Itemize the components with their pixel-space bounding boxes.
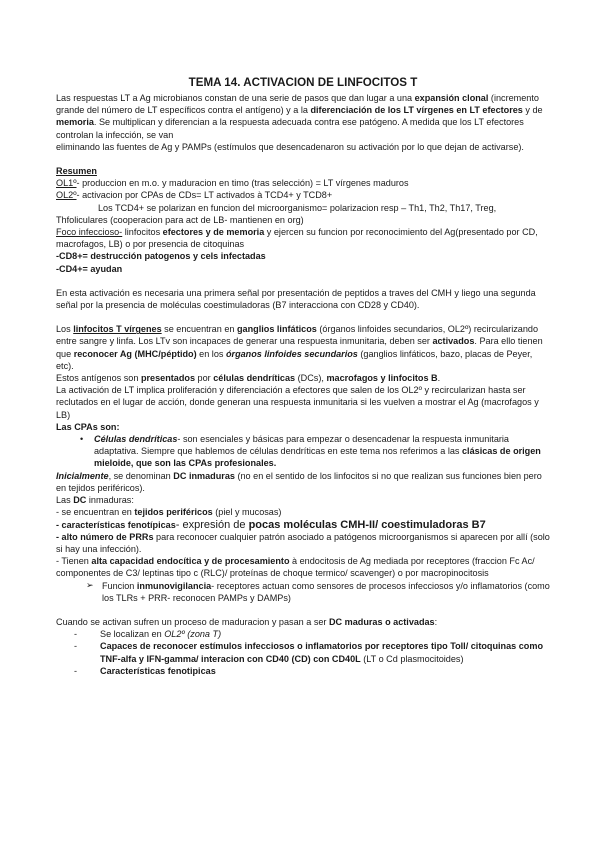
- activacion-paragraph: En esta activación es necesaria una primera señal por presentación de peptidos a traves del CMH y liego una segunda señal por la presencia de moléculas coestimuladoras (B7 interacciona con CD28 y CD40).: [56, 287, 536, 311]
- dc-inmaduras-item-2: - características fenotípicas- expresión de pocas moléculas CMH-II/ coestimuladoras B7: [56, 518, 486, 531]
- activacion-lt-paragraph: La activación de LT implica proliferación y diferenciación a efectores que salen de los OL2º y recircularizan hasta ser reclutados en el lugar de acción, donde generan una respuesta inmunitaria si les vuelven a mostrar el Ag (macrofagos y LB): [56, 385, 539, 420]
- resumen-foco: Foco infeccioso- linfocitos efectores y de memoria y ejercen su funcion por reconocimiento del Ag(presentado por CD, macrofagos, LB) o por presencia de citoquinas: [56, 227, 538, 250]
- virgenes-paragraph: Los linfocitos T vírgenes se encuentran en ganglios linfáticos (órganos linfoides secundarios, OL2º) recircularizando entre sangre y linfa. Los LTv son incapaces de generar una respuesta inmunitaria, deben ser activados. Para ello tienen que reconocer Ag (MHC/péptido) en los órganos linfoides secundarios (ganglios linfáticos, bazo, placas de Peyer, etc).: [56, 324, 543, 371]
- dc-inmaduras-item-1: - se encuentran en tejidos periféricos (piel y mucosas): [56, 507, 282, 518]
- funcion-item: ➢ Funcion inmunovigilancia- receptores actuan como sensores de procesos infecciosos y/o inflamatorios (como los TLRs + PRR- reconocen PAMPs y DAMPs): [86, 580, 550, 604]
- inicialmente-paragraph: Inicialmente, se denominan DC inmaduras (no en el sentido de los linfocitos si no que realizan sus funciones bien pero en tejidos periféricos).: [56, 470, 542, 493]
- resumen-ol1: OL1º- produccion en m.o. y maduracion en timo (tras selección) = LT vírgenes maduros: [56, 178, 409, 189]
- dc-maduras-list: [56, 628, 550, 677]
- cpas-heading: Las CPAs son:: [56, 421, 120, 432]
- dc-inmaduras-heading: Las DC inmaduras:: [56, 495, 134, 506]
- dc-inmaduras-item-3: - alto número de PRRs para reconocer cualquier patrón asociado a patógenos microorganismos si aparecen por allí (solo si hay una infección).: [56, 531, 550, 554]
- dc-maduras-item-1: - Se localizan en OL2º (zona T): [74, 628, 550, 640]
- dc-maduras-item-3: - Características fenotipicas: [74, 665, 550, 677]
- page-title: TEMA 14. ACTIVACION DE LINFOCITOS T: [188, 76, 418, 89]
- antigenos-paragraph: Estos antígenos son presentados por células dendríticas (DCs), macrofagos y linfocitos B.: [56, 373, 441, 384]
- resumen-heading: Resumen: [56, 166, 97, 177]
- intro-paragraph: Las respuestas LT a Ag microbianos constan de una serie de pasos que dan lugar a una expansión clonal (incremento grande del número de LT específicos contra el antígeno) y a la diferenciación de los LT vírgenes en LT efectores y de memoria. Se multiplican y diferencian a la respuesta adecuada contra ese patógeno. A medida que los LT efectores controlan la infección, se van: [56, 93, 543, 140]
- dc-maduras-item-2: - Capaces de reconocer estímulos infecciosos o inflamatorios por receptores tipo Toll/ citoquinas como TNF-alfa y IFN-gamma/ interacion con CD40 (CD) con CD40L (LT o Cd plasmocitoides): [74, 640, 550, 664]
- maduracion-paragraph: Cuando se activan sufren un proceso de maduracion y pasan a ser DC maduras o activadas:: [56, 616, 438, 627]
- funcion-list: [56, 580, 550, 604]
- cpa-list: [56, 433, 550, 470]
- dc-inmaduras-item-4: - Tienen alta capacidad endocítica y de procesamiento à endocitosis de Ag mediada por receptores (fraccion Fc Ac/ componentes de C3/ leptinas tipo c (RLC)/ proteínas de choque termico/ scavenger) o por macropinocitosis: [56, 556, 535, 579]
- resumen-cd4: -CD4+= ayudan: [56, 263, 123, 274]
- cpa-item-dendriticas: • Células dendríticas- son esenciales y básicas para empezar o desencadenar la respuesta inmunitaria adaptativa. Siempre que hablemos de células dendríticas en este tema nos referimos a las clásicas de origen mieloide, que son las CPAs profesionales.: [84, 433, 550, 470]
- resumen-ol2: OL2º- activacion por CPAs de CDs= LT activados à TCD4+ y TCD8+: [56, 190, 333, 201]
- resumen-cd8: -CD8+= destrucción patogenos y cels infectadas: [56, 251, 266, 262]
- intro-paragraph-end: eliminando las fuentes de Ag y PAMPs (estímulos que desencadenaron su activación por lo que dejan de activarse).: [56, 141, 524, 152]
- resumen-tcd4-line1: Los TCD4+ se polarizan en funcion del microorganismo= polarizacion resp – Th1, Th2, Th17, Treg,: [98, 202, 497, 213]
- resumen-tcd4-line2: Thfoliculares (cooperacion para act de LB- mantienen en org): [56, 214, 304, 225]
